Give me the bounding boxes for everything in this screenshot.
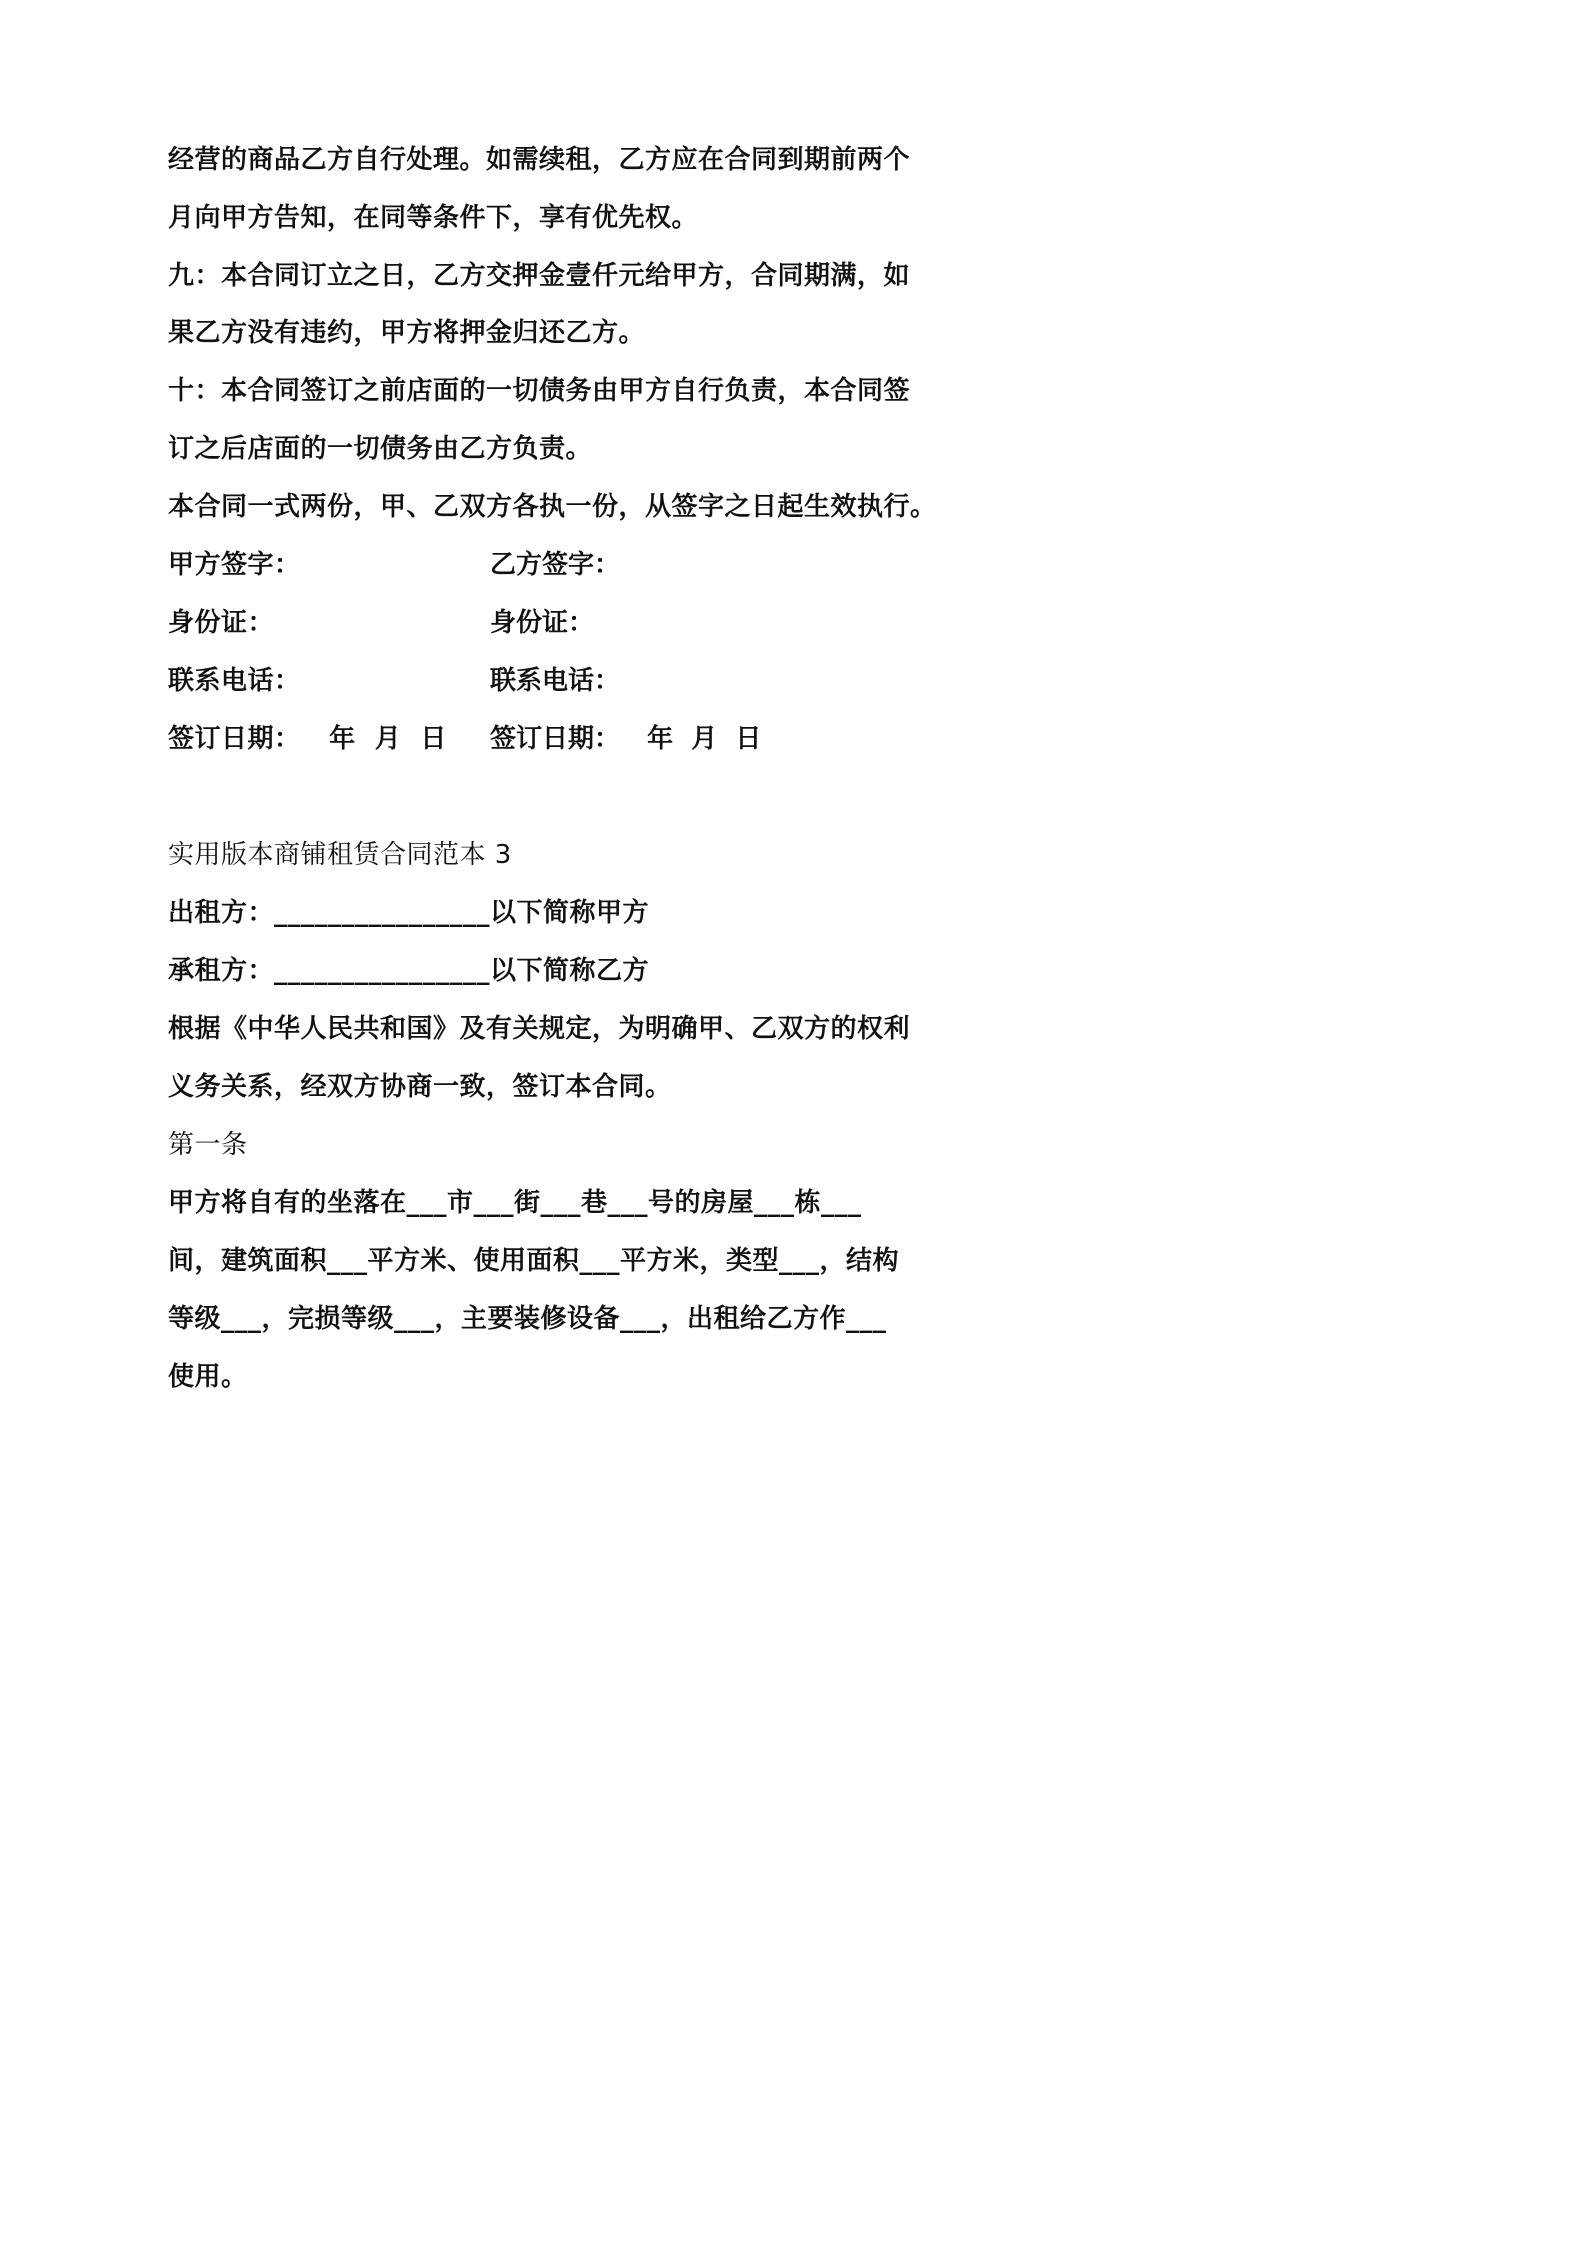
party-a-phone-label: 联系电话： (168, 666, 301, 696)
lessee-line: 承租方：________________以下简称乙方 (168, 956, 650, 986)
clause-nine-line: 九：本合同订立之日，乙方交押金壹仟元给甲方，合同期满，如 (168, 261, 911, 291)
article-one-line: 使用。 (168, 1362, 248, 1392)
contract-title: 实用版本商铺租赁合同范本 3 (168, 840, 512, 870)
paragraph-line: 月向甲方告知，在同等条件下，享有优先权。 (168, 203, 699, 233)
clause-ten-line: 十：本合同签订之前店面的一切债务由甲方自行负责，本合同签 (168, 376, 911, 406)
party-b-id-label: 身份证： (490, 608, 595, 638)
party-a-id-label: 身份证： (168, 608, 275, 638)
party-a-signature-label: 甲方签字： (168, 550, 301, 580)
clause-nine-line: 果乙方没有违约，甲方将押金归还乙方。 (168, 318, 646, 348)
party-a-date-label: 签订日期： 年 月 日 (168, 724, 447, 754)
article-one-heading: 第一条 (168, 1130, 248, 1160)
clause-ten-line: 订之后店面的一切债务由乙方负责。 (168, 434, 593, 464)
article-one-line: 甲方将自有的坐落在___市___街___巷___号的房屋___栋___ (168, 1188, 862, 1218)
party-b-phone-label: 联系电话： (490, 666, 621, 696)
preamble-line: 根据《中华人民共和国》及有关规定，为明确甲、乙双方的权利 (168, 1014, 911, 1044)
article-one-line: 等级___，完损等级___，主要装修设备___，出租给乙方作___ (168, 1304, 887, 1334)
preamble-line: 义务关系，经双方协商一致，签订本合同。 (168, 1072, 672, 1102)
copies-statement: 本合同一式两份，甲、乙双方各执一份，从签字之日起生效执行。 (168, 492, 937, 522)
lessor-line: 出租方：________________以下简称甲方 (168, 898, 650, 928)
party-b-signature-label: 乙方签字： (490, 550, 621, 580)
paragraph-line: 经营的商品乙方自行处理。如需续租，乙方应在合同到期前两个 (168, 145, 911, 175)
party-b-date-label: 签订日期： 年 月 日 (490, 724, 762, 754)
article-one-line: 间，建筑面积___平方米、使用面积___平方米，类型___，结构 (168, 1246, 900, 1276)
